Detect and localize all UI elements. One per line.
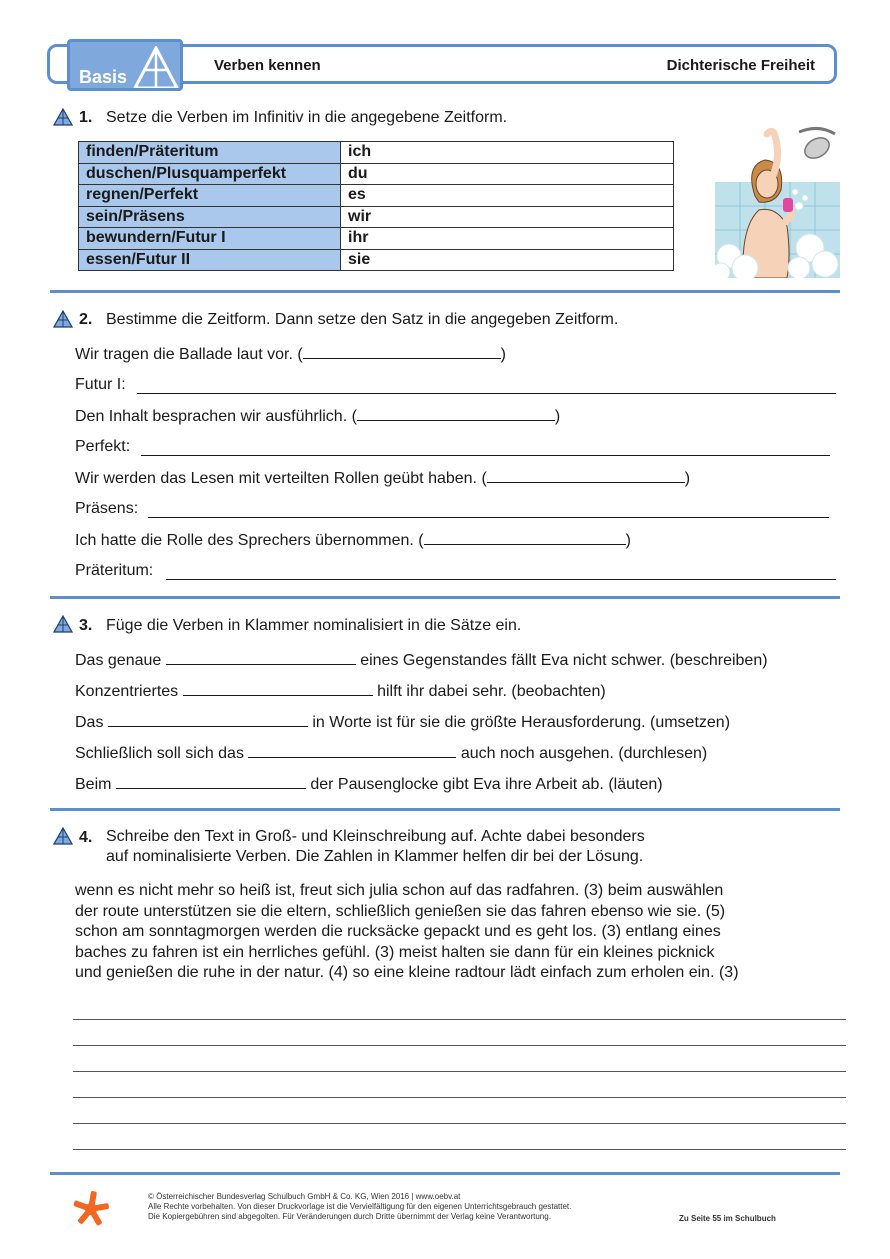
writing-line[interactable] [73, 1045, 846, 1046]
exercise-2-instruction: Bestimme die Zeitform. Dann setze den Satz in die angegeben Zeitform. [106, 311, 619, 328]
basis-badge [67, 39, 183, 91]
level-triangle-icon [53, 108, 73, 126]
writing-line[interactable] [73, 1071, 846, 1072]
exercise-4-instruction: Schreibe den Text in Groß- und Kleinschreibung auf. Achte dabei besonders auf nominalisierte Verben. Die Zahlen in Klammer helfen dir bei der Lösung. [106, 828, 645, 865]
footer-divider [50, 1172, 840, 1175]
tense-table [78, 141, 674, 271]
tense-table-row [79, 206, 674, 228]
basis-label: Basis [79, 67, 128, 87]
verb-tense-cell: essen/Futur II [79, 249, 341, 271]
writing-line[interactable] [73, 1123, 846, 1124]
level-triangle-icon [53, 827, 73, 845]
shower-girl-illustration [715, 126, 840, 278]
level-triangle-icon [53, 615, 73, 633]
exercise-4-text: wenn es nicht mehr so heiß ist, freut sich julia schon auf das radfahren. (3) beim auswählen der route unterstützen sie die eltern, schließlich genießen sie das fahren ebenso wie sie. (5) schon am sonntagmorgen werden die rucksäcke gepackt und es geht los. (3) entlang eines baches zu fahren ist ein herrliches gefühl. (3) meist halten sie dann für ein kleines picknick und genießen die ruhe in der natur. (4) so eine kleine radtour lädt einfach zum erholen ein. (3) [75, 882, 739, 981]
answer-line[interactable] [141, 455, 830, 456]
target-label-2: Perfekt: [75, 438, 131, 455]
nominal-sentence-3: Das in Worte ist für sie die größte Herausforderung. (umsetzen) [75, 714, 731, 731]
publisher-logo [72, 1190, 110, 1228]
tense-table-row [79, 185, 674, 207]
answer-blank[interactable] [424, 531, 626, 545]
tense-table-row [79, 142, 674, 164]
answer-line[interactable] [137, 393, 836, 394]
tense-table-row [79, 228, 674, 250]
writing-line[interactable] [73, 1097, 846, 1098]
verb-tense-cell: bewundern/Futur I [79, 228, 341, 250]
verb-tense-cell: duschen/Plusquamperfekt [79, 163, 341, 185]
nominal-sentence-1: Das genaue eines Gegenstandes fällt Eva nicht schwer. (beschreiben) [75, 652, 768, 669]
answer-blank[interactable] [116, 775, 306, 789]
section-divider [50, 808, 840, 811]
triangle-level-icon [133, 46, 179, 90]
answer-blank[interactable] [108, 713, 308, 727]
answer-blank[interactable] [248, 744, 456, 758]
verb-tense-cell: finden/Präteritum [79, 142, 341, 164]
section-divider [50, 596, 840, 599]
exercise-3-instruction: Füge die Verben in Klammer nominalisiert in die Sätze ein. [106, 617, 522, 634]
nominal-sentence-5: Beim der Pausenglocke gibt Eva ihre Arbeit ab. (läuten) [75, 776, 663, 793]
level-triangle-icon [53, 310, 73, 328]
exercise-4-number: 4. [79, 829, 93, 846]
verb-tense-cell: sein/Präsens [79, 206, 341, 228]
textbook-page-reference: Zu Seite 55 im Schulbuch [679, 1214, 776, 1223]
nominal-sentence-2: Konzentriertes hilft ihr dabei sehr. (beobachten) [75, 683, 606, 700]
answer-line[interactable] [148, 517, 829, 518]
nominal-sentence-4: Schließlich soll sich das auch noch ausgehen. (durchlesen) [75, 745, 708, 762]
answer-blank[interactable] [487, 469, 685, 483]
tense-sentence-1: Wir tragen die Ballade laut vor. ( ) [75, 346, 506, 363]
pronoun-answer-cell[interactable]: ihr [341, 228, 674, 250]
pronoun-answer-cell[interactable]: wir [341, 206, 674, 228]
pronoun-answer-cell[interactable]: sie [341, 249, 674, 271]
target-label-4: Präteritum: [75, 562, 154, 579]
writing-line[interactable] [73, 1019, 846, 1020]
target-label-1: Futur I: [75, 376, 126, 393]
verb-tense-cell: regnen/Perfekt [79, 185, 341, 207]
answer-blank[interactable] [166, 651, 356, 665]
section-divider [50, 290, 840, 293]
worksheet-title: Verben kennen [214, 57, 321, 74]
tense-table-row [79, 249, 674, 271]
pronoun-answer-cell[interactable]: es [341, 185, 674, 207]
answer-blank[interactable] [357, 407, 555, 421]
tense-table-row [79, 163, 674, 185]
exercise-3-number: 3. [79, 617, 93, 634]
answer-blank[interactable] [303, 345, 501, 359]
exercise-2-number: 2. [79, 311, 93, 328]
pronoun-answer-cell[interactable]: du [341, 163, 674, 185]
exercise-1-instruction: Setze die Verben im Infinitiv in die angegebene Zeitform. [106, 109, 508, 126]
exercise-1-number: 1. [79, 109, 93, 126]
copyright-notice: © Österreichischer Bundesverlag Schulbuch GmbH & Co. KG, Wien 2016 | www.oebv.at Alle Rechte vorbehalten. Von dieser Druckvorlage ist die Vervielfältigung für den eigenen Unterrichtsgebrauch gestattet. Die Kopiergebühren sind abgegolten. Für Veränderungen durch Dritte übernimmt der Verlag keine Verantwortung. [148, 1192, 572, 1221]
target-label-3: Präsens: [75, 500, 139, 517]
pronoun-answer-cell[interactable]: ich [341, 142, 674, 164]
tense-sentence-2: Den Inhalt besprachen wir ausführlich. ( ) [75, 408, 561, 425]
tense-sentence-4: Ich hatte die Rolle des Sprechers übernommen. ( ) [75, 532, 631, 549]
writing-line[interactable] [73, 1149, 846, 1150]
answer-line[interactable] [166, 579, 836, 580]
tense-sentence-3: Wir werden das Lesen mit verteilten Rollen geübt haben. ( ) [75, 470, 691, 487]
worksheet-section: Dichterische Freiheit [666, 57, 815, 74]
answer-blank[interactable] [183, 682, 373, 696]
